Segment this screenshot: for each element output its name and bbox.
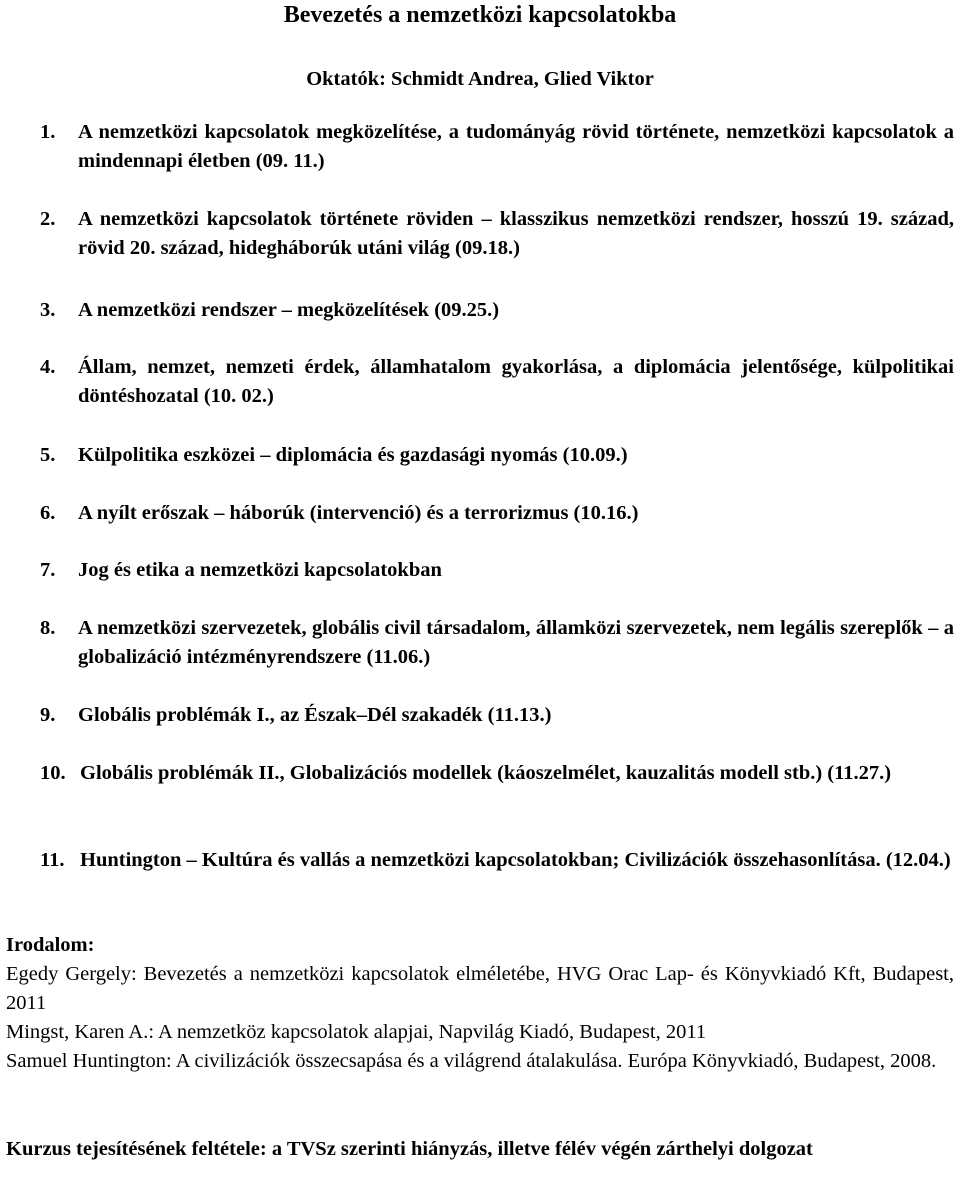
topic-item xyxy=(40,296,954,325)
topic-text: Huntington – Kultúra és vallás a nemzetközi kapcsolatokban; Civilizációk összehasonlítása. (12.04.) xyxy=(80,849,951,871)
topic-number: 10. xyxy=(40,762,66,784)
topic-text: A nemzetközi kapcsolatok története röviden – klasszikus nemzetközi rendszer, hosszú 19. század, rövid 20. század, hidegháborúk utáni világ (09.18.) xyxy=(78,208,954,259)
topic-text: Külpolitika eszközei – diplomácia és gazdasági nyomás (10.09.) xyxy=(78,444,628,466)
topic-item xyxy=(40,759,954,788)
topic-text: Globális problémák II., Globalizációs modellek (káoszelmélet, kauzalitás modell stb.) (11.27.) xyxy=(80,762,892,784)
literature-item: Egedy Gergely: Bevezetés a nemzetközi kapcsolatok elméletébe, HVG Orac Lap- és Könyvkiadó Kft, Budapest, 2011 xyxy=(6,963,954,1014)
topic-item xyxy=(40,118,954,176)
literature-item: Samuel Huntington: A civilizációk összecsapása és a világrend átalakulása. Európa Könyvkiadó, Budapest, 2008. xyxy=(6,1050,937,1072)
topic-number: 3. xyxy=(40,299,56,321)
topic-number: 6. xyxy=(40,502,56,524)
course-requirements: Kurzus tejesítésének feltétele: a TVSz szerinti hiányzás, illetve félév végén zárthelyi dolgozat xyxy=(6,1138,813,1160)
literature-heading: Irodalom: xyxy=(6,934,95,956)
topic-item xyxy=(40,556,954,585)
topic-text: Globális problémák I., az Észak–Dél szakadék (11.13.) xyxy=(78,704,552,726)
topic-number: 4. xyxy=(40,356,56,378)
topic-item xyxy=(40,846,954,875)
topic-number: 5. xyxy=(40,444,56,466)
topic-text: Állam, nemzet, nemzeti érdek, államhatalom gyakorlása, a diplomácia jelentősége, külpolitikai döntéshozatal (10. 02.) xyxy=(78,356,954,407)
topic-number: 11. xyxy=(40,849,65,871)
topic-number: 2. xyxy=(40,208,56,230)
topic-item xyxy=(40,441,954,470)
topic-text: A nyílt erőszak – háborúk (intervenció) és a terrorizmus (10.16.) xyxy=(78,502,639,524)
topic-item xyxy=(40,614,954,672)
topic-text: A nemzetközi szervezetek, globális civil társadalom, államközi szervezetek, nem legális szereplők – a globalizáció intézményrendszere (11.06.) xyxy=(78,617,954,668)
topic-number: 1. xyxy=(40,121,56,143)
topic-text: Jog és etika a nemzetközi kapcsolatokban xyxy=(78,559,442,581)
literature-item: Mingst, Karen A.: A nemzetköz kapcsolatok alapjai, Napvilág Kiadó, Budapest, 2011 xyxy=(6,1021,707,1043)
topic-number: 7. xyxy=(40,559,56,581)
topic-item xyxy=(40,205,954,263)
document-title: Bevezetés a nemzetközi kapcsolatokba xyxy=(283,2,677,28)
topic-text: A nemzetközi kapcsolatok megközelítése, a tudományág rövid története, nemzetközi kapcsolatok a mindennapi életben (09. 11.) xyxy=(78,121,954,172)
topic-item xyxy=(40,701,954,730)
topic-number: 8. xyxy=(40,617,56,639)
topic-item xyxy=(40,499,954,528)
topic-number: 9. xyxy=(40,704,56,726)
topic-text: A nemzetközi rendszer – megközelítések (09.25.) xyxy=(78,299,500,321)
instructors-line: Oktatók: Schmidt Andrea, Glied Viktor xyxy=(306,68,654,90)
topic-item xyxy=(40,353,954,411)
